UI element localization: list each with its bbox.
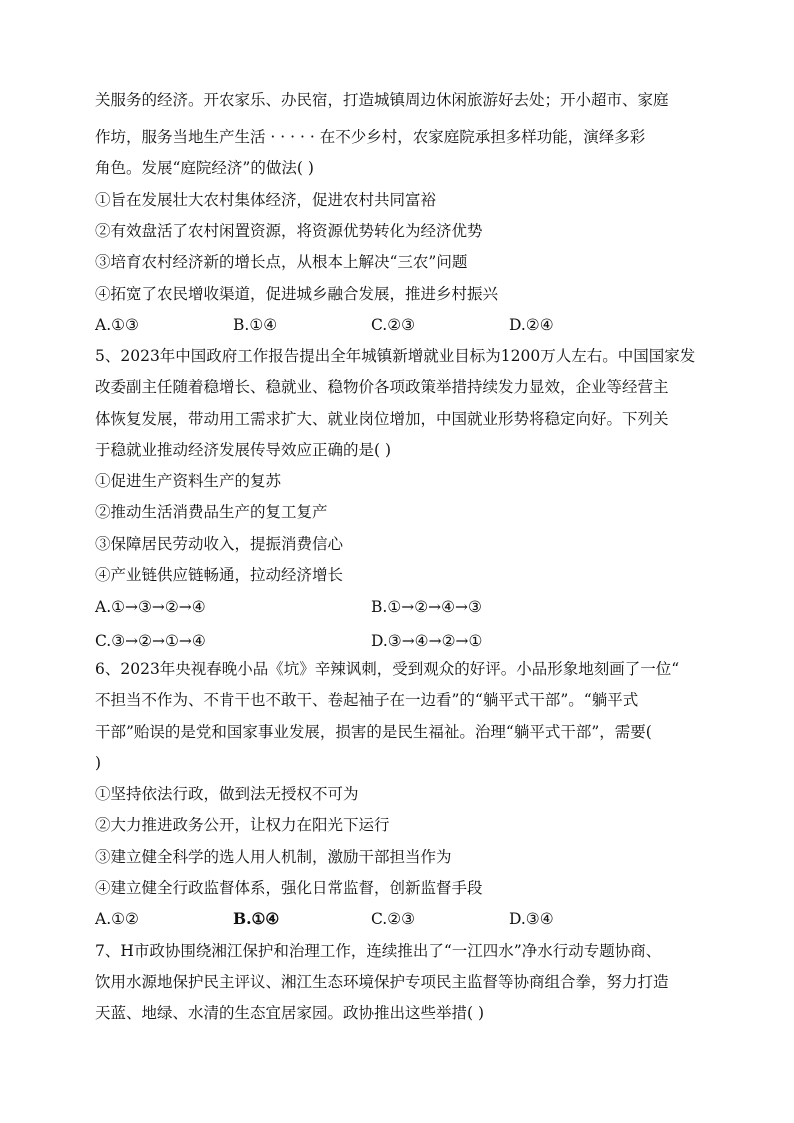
q7-text-line: 饮用水源地保护民主评议、湘江生态环境保护专项民主监督等协商组合拳，努力打造 — [95, 973, 669, 991]
q5-option-a: A.①→③→②→④ — [95, 598, 206, 616]
q4-option-c: C.②③ — [371, 316, 416, 334]
q6-text-line: 干部”贻误的是党和国家事业发展，损害的是民生福祉。治理“躺平式干部”，需要( — [95, 723, 652, 741]
q5-option-d: D.③→④→②→① — [371, 632, 483, 650]
q5-text-line: 体恢复发展，带动用工需求扩大、就业岗位增加，中国就业形势将稳定向好。下列关 — [95, 410, 669, 428]
q4-option-d: D.②④ — [509, 316, 554, 334]
q4-text-line: 角色。发展“庭院经济”的做法( ) — [95, 159, 314, 177]
q4-option-a: A.①③ — [95, 316, 139, 334]
q5-statement: ①促进生产资料生产的复苏 — [95, 472, 282, 490]
q6-option-b: B.①④ — [233, 909, 280, 928]
q5-text-line: 5、2023年中国政府工作报告提出全年城镇新增就业目标为1200万人左右。中国国家发 — [95, 347, 696, 365]
q7-text-line: 7、H市政协围绕湘江保护和治理工作，连续推出了“一江四水”净水行动专题协商、 — [95, 942, 662, 960]
q7-text-line: 天蓝、地绿、水清的生态宜居家园。政协推出这些举措( ) — [95, 1004, 485, 1022]
q6-statement: ②大力推进政务公开，让权力在阳光下运行 — [95, 816, 390, 834]
q5-option-b: B.①→②→④→③ — [371, 598, 482, 616]
q4-statement: ②有效盘活了农村闲置资源，将资源优势转化为经济优势 — [95, 222, 483, 240]
q5-text-line: 改委副主任随着稳增长、稳就业、稳物价各项政策举措持续发力显效，企业等经营主 — [95, 378, 669, 396]
q6-text-line: ) — [95, 754, 102, 772]
q6-option-a: A.①② — [95, 910, 139, 928]
q6-option-d: D.③④ — [509, 910, 554, 928]
q4-text-line: 关服务的经济。开农家乐、办民宿，打造城镇周边休闲旅游好去处；开小超市、家庭 — [95, 91, 669, 109]
q5-statement: ③保障居民劳动收入，提振消费信心 — [95, 535, 344, 553]
q4-statement: ③培育农村经济新的增长点，从根本上解决“三农”问题 — [95, 253, 468, 271]
q6-statement: ③建立健全科学的选人用人机制，激励干部担当作为 — [95, 848, 452, 866]
q6-text-line: 6、2023年央视春晚小品《坑》辛辣讽刺，受到观众的好评。小品形象地刻画了一位“ — [95, 660, 680, 678]
q4-text-line: 作坊，服务当地生产生活 · · · · · 在不少乡村，农家庭院承担多样功能，演绎多彩 — [95, 128, 646, 146]
q5-option-c: C.③→②→①→④ — [95, 632, 206, 650]
q4-statement: ①旨在发展壮大农村集体经济，促进农村共同富裕 — [95, 191, 437, 209]
q5-text-line: 于稳就业推动经济发展传导效应正确的是( ) — [95, 441, 392, 459]
q5-statement: ②推动生活消费品生产的复工复产 — [95, 503, 328, 521]
q4-statement: ④拓宽了农民增收渠道，促进城乡融合发展，推进乡村振兴 — [95, 285, 499, 303]
q5-statement: ④产业链供应链畅通，拉动经济增长 — [95, 566, 344, 584]
q6-statement: ④建立健全行政监督体系，强化日常监督，创新监督手段 — [95, 879, 483, 897]
q4-option-b: B.①④ — [233, 316, 278, 334]
q6-text-line: 不担当不作为、不肯干也不敢干、卷起袖子在一边看”的“躺平式干部”。“躺平式 — [95, 691, 639, 709]
q6-statement: ①坚持依法行政，做到法无授权不可为 — [95, 785, 359, 803]
q6-option-c: C.②③ — [371, 910, 416, 928]
